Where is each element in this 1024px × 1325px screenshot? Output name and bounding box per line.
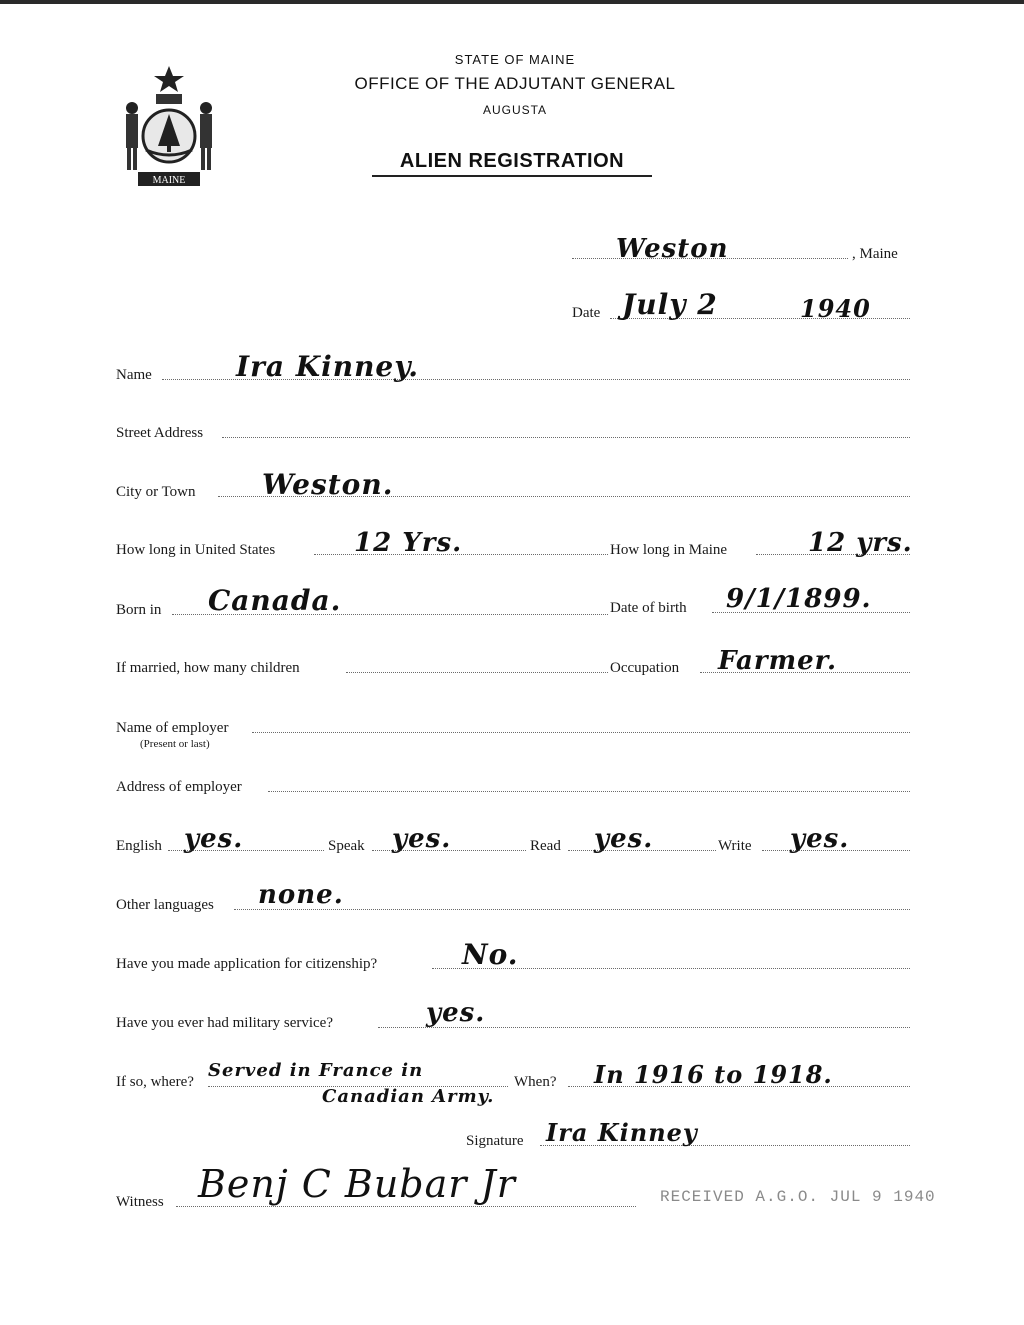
other-languages-label: Other languages: [116, 897, 214, 913]
us-duration-value: 12 Yrs.: [354, 528, 463, 558]
write-label: Write: [718, 838, 752, 854]
witness-value: Benj C Bubar Jr: [198, 1162, 516, 1206]
english-label: English: [116, 838, 162, 854]
date-month-day: July 2: [622, 288, 718, 321]
employer-label: Name of employer: [116, 720, 229, 736]
children-label: If married, how many children: [116, 660, 300, 676]
signature-value: Ira Kinney: [546, 1118, 698, 1147]
children-line: [346, 672, 608, 673]
read-label: Read: [530, 838, 561, 854]
office-heading: OFFICE OF THE ADJUTANT GENERAL: [354, 74, 676, 93]
city-heading: AUGUSTA: [482, 103, 548, 117]
born-in-value: Canada.: [208, 584, 342, 617]
when-label: When?: [514, 1074, 557, 1090]
street-address-label: Street Address: [116, 425, 204, 441]
write-value: yes.: [790, 824, 850, 854]
read-value: yes.: [594, 824, 654, 854]
date-of-birth-value: 9/1/1899.: [726, 584, 872, 614]
date-label: Date: [572, 305, 601, 321]
witness-line: [176, 1206, 636, 1207]
maine-state-seal-icon: [116, 64, 222, 192]
street-address-line: [222, 437, 910, 438]
where-value: Served in France in: [208, 1060, 424, 1081]
maine-duration-label: How long in Maine: [610, 542, 728, 558]
occupation-label: Occupation: [610, 660, 680, 676]
witness-label: Witness: [116, 1194, 164, 1210]
name-value: Ira Kinney.: [236, 350, 420, 383]
place-value: Weston: [616, 234, 729, 264]
employer-sublabel: (Present or last): [140, 738, 210, 750]
born-in-label: Born in: [116, 602, 162, 618]
employer-line: [252, 732, 910, 733]
form-title: ALIEN REGISTRATION: [372, 150, 652, 177]
date-year: 1940: [800, 294, 871, 323]
occupation-value: Farmer.: [718, 646, 837, 676]
place-suffix: , Maine: [852, 246, 898, 262]
city-or-town-label: City or Town: [116, 484, 196, 500]
employer-address-line: [268, 791, 910, 792]
seal-banner-text: MAINE: [152, 175, 186, 186]
citizenship-label: Have you made application for citizenship?: [116, 956, 378, 972]
top-edge-shadow: [0, 0, 1024, 4]
citizenship-value: No.: [462, 938, 519, 971]
military-label: Have you ever had military service?: [116, 1015, 333, 1031]
signature-label: Signature: [466, 1133, 524, 1149]
state-heading: STATE OF MAINE: [454, 52, 576, 67]
received-stamp: RECEIVED A.G.O. JUL 9 1940: [660, 1188, 936, 1206]
date-of-birth-label: Date of birth: [610, 600, 687, 616]
other-languages-value: none.: [258, 880, 344, 910]
where-value-line2: Canadian Army.: [322, 1086, 495, 1107]
maine-duration-value: 12 yrs.: [808, 528, 913, 558]
name-label: Name: [116, 367, 152, 383]
where-label: If so, where?: [116, 1074, 194, 1090]
employer-address-label: Address of employer: [116, 779, 242, 795]
us-duration-label: How long in United States: [116, 542, 276, 558]
when-value: In 1916 to 1918.: [594, 1060, 833, 1089]
city-or-town-value: Weston.: [262, 468, 394, 501]
speak-label: Speak: [328, 838, 365, 854]
speak-value: yes.: [392, 824, 452, 854]
military-value: yes.: [426, 998, 486, 1028]
english-value: yes.: [184, 824, 244, 854]
